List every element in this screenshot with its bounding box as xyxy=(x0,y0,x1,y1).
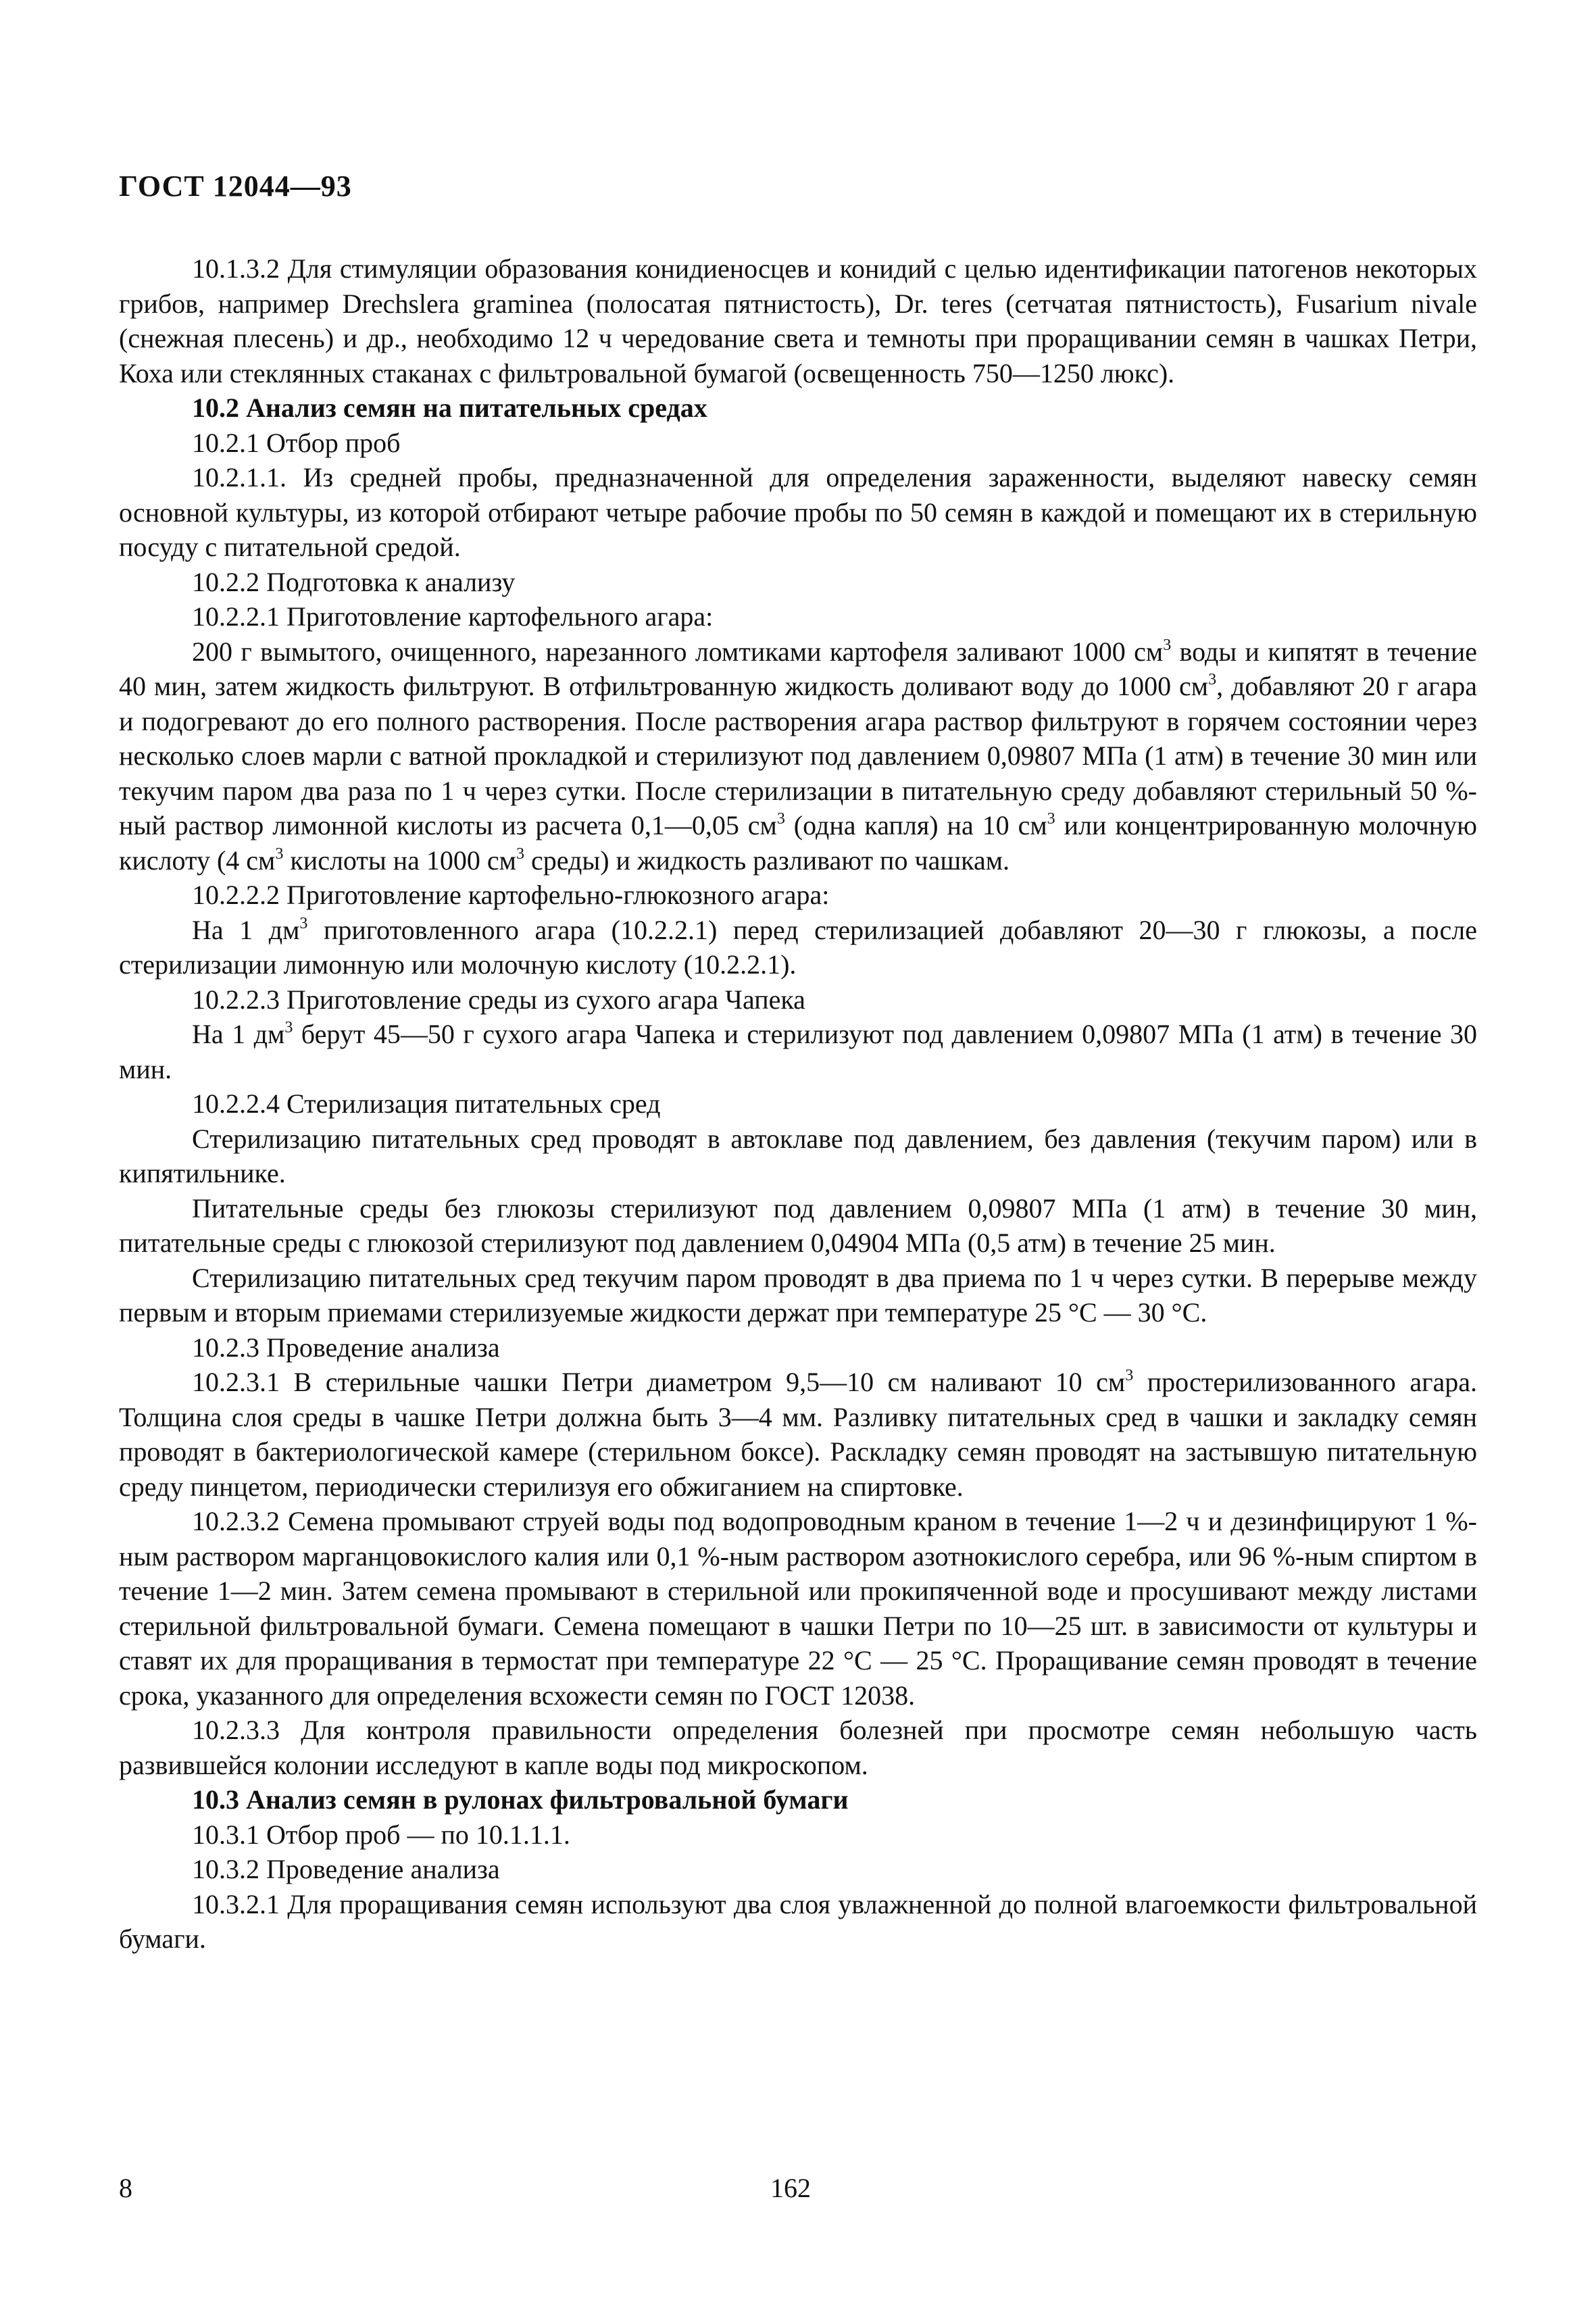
paragraph xyxy=(119,426,1477,461)
superscript: 3 xyxy=(516,845,524,863)
paragraph-text: Стерилизацию питательных сред проводят в автоклаве под давлением, без давления (текучим паром) или в кипятильнике. xyxy=(119,1123,1477,1188)
paragraph-text: На 1 дм xyxy=(192,1019,285,1049)
paragraph xyxy=(119,460,1477,565)
paragraph-text: Стерилизацию питательных сред текучим паром проводят в два приема по 1 ч через сутки. В перерыве между первым и вторым приемами стерилизуемые жидкости держат при температуре 25 °С — 30 °С. xyxy=(119,1262,1477,1328)
paragraph-text: 10.2.3 Проведение анализа xyxy=(192,1332,500,1363)
paragraph-text: 10.2.1 Отбор проб xyxy=(192,427,401,458)
paragraph xyxy=(119,634,1477,878)
paragraph-text: среды) и жидкость разливают по чашкам. xyxy=(524,845,1010,876)
paragraph xyxy=(119,1852,1477,1887)
document-header: ГОСТ 12044—93 xyxy=(119,170,352,203)
paragraph xyxy=(119,878,1477,913)
section-heading xyxy=(119,1782,1477,1817)
superscript: 3 xyxy=(1163,636,1172,654)
paragraph xyxy=(119,1261,1477,1330)
superscript: 3 xyxy=(275,845,284,863)
paragraph-text: 10.2.2.1 Приготовление картофельного агара: xyxy=(192,601,714,632)
paragraph xyxy=(119,1017,1477,1086)
paragraph-text: приготовленного агара (10.2.2.1) перед стерилизацией добавляют 20—30 г глюкозы, а после стерилизации лимонную или молочную кислоту (10.2.2.1). xyxy=(119,914,1478,980)
superscript: 3 xyxy=(1208,671,1217,688)
paragraph xyxy=(119,251,1477,391)
paragraph xyxy=(119,1504,1477,1713)
paragraph-text: 10.3.1 Отбор проб — по 10.1.1.1. xyxy=(192,1819,570,1850)
paragraph-text: 10.3 Анализ семян в рулонах фильтровальной бумаги xyxy=(192,1784,849,1815)
paragraph-text: , добавляют 20 г агара и подогревают до его полного растворения. После растворения агара раствор фильтруют в горячем состоянии через несколько слоев марли с ватной прокладкой и стерилизуют под давлением 0,09807 МПа (1 атм) в течение 30 мин или текучим паром два раза по 1 ч через сутки. После стерилизации в питательную среду добавляют стерильный 50 %-ный раствор лимонной кислоты из расчета 0,1—0,05 см xyxy=(119,671,1477,840)
document-body xyxy=(119,251,1477,1957)
paragraph-text: 10.2 Анализ семян на питательных средах xyxy=(192,393,707,423)
paragraph xyxy=(119,1817,1477,1853)
superscript: 3 xyxy=(1047,810,1055,828)
paragraph-text: 10.3.2 Проведение анализа xyxy=(192,1854,500,1884)
paragraph-text: берут 45—50 г сухого агара Чапека и стерилизуют под давлением 0,09807 МПа (1 атм) в течение 30 мин. xyxy=(119,1019,1478,1084)
paragraph xyxy=(119,565,1477,600)
superscript: 3 xyxy=(284,1019,293,1036)
paragraph xyxy=(119,1086,1477,1122)
paragraph xyxy=(119,1365,1477,1504)
section-heading xyxy=(119,391,1477,426)
paragraph-text: 10.2.2 Подготовка к анализу xyxy=(192,566,516,597)
paragraph xyxy=(119,1191,1477,1261)
paragraph-text: 10.2.2.3 Приготовление среды из сухого агара Чапека xyxy=(192,984,805,1015)
paragraph-text: простерилизованного агара. Толщина слоя среды в чашке Петри должна быть 3—4 мм. Разливку питательных сред в чашки и закладку семян проводят в бактериологической камере (стерильном боксе). Раскладку семян проводят на застывшую питательную среду пинцетом, периодически стерилизуя его обжиганием на спиртовке. xyxy=(119,1367,1477,1502)
page-number-left: 8 xyxy=(119,2173,132,2203)
paragraph xyxy=(119,1713,1477,1782)
paragraph-text: воды и кипятят в течение 40 мин, затем жидкость фильтруют. В отфильтрованную жидкость доливают воду до 1000 см xyxy=(119,636,1477,701)
paragraph-text: кислоты на 1000 см xyxy=(283,845,516,876)
paragraph-text: или концентрированную молочную кислоту (4 см xyxy=(119,810,1477,876)
paragraph-text: 10.2.3.1 В стерильные чашки Петри диаметром 9,5—10 см наливают 10 см xyxy=(192,1367,1126,1397)
paragraph-text: 10.2.3.2 Семена промывают струей воды под водопроводным краном в течение 1—2 ч и дезинфицируют 1 %-ным раствором марганцовокислого калия или 0,1 %-ным раствором азотнокислого серебра, или 96 %-ным спиртом в течение 1—2 мин. Затем семена промывают в стерильной или прокипяченной воде и просушивают между листами стерильной фильтровальной бумаги. Семена помещают в чашки Петри по 10—25 шт. в зависимости от культуры и ставят их для проращивания в термостат при температуре 22 °С — 25 °С. Проращивание семян проводят в течение срока, указанного для определения всхожести семян по ГОСТ 12038. xyxy=(119,1506,1477,1711)
paragraph xyxy=(119,1887,1477,1957)
paragraph-text: 10.3.2.1 Для проращивания семян используют два слоя увлажненной до полной влагоемкости фильтровальной бумаги. xyxy=(119,1888,1477,1954)
superscript: 3 xyxy=(299,914,308,932)
superscript: 3 xyxy=(1125,1367,1134,1384)
paragraph-text: 10.2.3.3 Для контроля правильности определения болезней при просмотре семян небольшую часть развившейся колонии исследуют в капле воды под микроскопом. xyxy=(119,1715,1477,1780)
paragraph xyxy=(119,1122,1477,1191)
paragraph xyxy=(119,1330,1477,1365)
paragraph-text: На 1 дм xyxy=(192,914,300,945)
paragraph xyxy=(119,913,1477,982)
paragraph-text: 10.2.1.1. Из средней пробы, предназначенной для определения зараженности, выделяют навеску семян основной культуры, из которой отбирают четыре рабочие пробы по 50 семян в каждой и помещают их в стерильную посуду с питательной средой. xyxy=(119,462,1477,562)
paragraph-text: Питательные среды без глюкозы стерилизуют под давлением 0,09807 МПа (1 атм) в течение 30 мин, питательные среды с глюкозой стерилизуют под давлением 0,04904 МПа (0,5 атм) в течение 25 мин. xyxy=(119,1192,1477,1258)
paragraph-text: 10.2.2.4 Стерилизация питательных сред xyxy=(192,1088,661,1119)
paragraph-text: (одна капля) на 10 см xyxy=(784,810,1047,840)
superscript: 3 xyxy=(776,810,785,828)
paragraph xyxy=(119,599,1477,634)
paragraph-text: 10.2.2.2 Приготовление картофельно-глюкозного агара: xyxy=(192,880,830,910)
paragraph xyxy=(119,982,1477,1017)
page-number-center: 162 xyxy=(770,2173,811,2203)
paragraph-text: 200 г вымытого, очищенного, нарезанного ломтиками картофеля заливают 1000 см xyxy=(192,636,1164,667)
paragraph-text: 10.1.3.2 Для стимуляции образования конидиеносцев и конидий с целью идентификации патогенов некоторых грибов, например Drechslera graminea (полосатая пятнистость), Dr. teres (сетчатая пятнистость), Fusarium nivale (снежная плесень) и др., необходимо 12 ч чередование света и темноты при проращивании семян в чашках Петри, Коха или стеклянных стаканах с фильтровальной бумагой (освещенность 750—1250 люкс). xyxy=(119,253,1477,388)
